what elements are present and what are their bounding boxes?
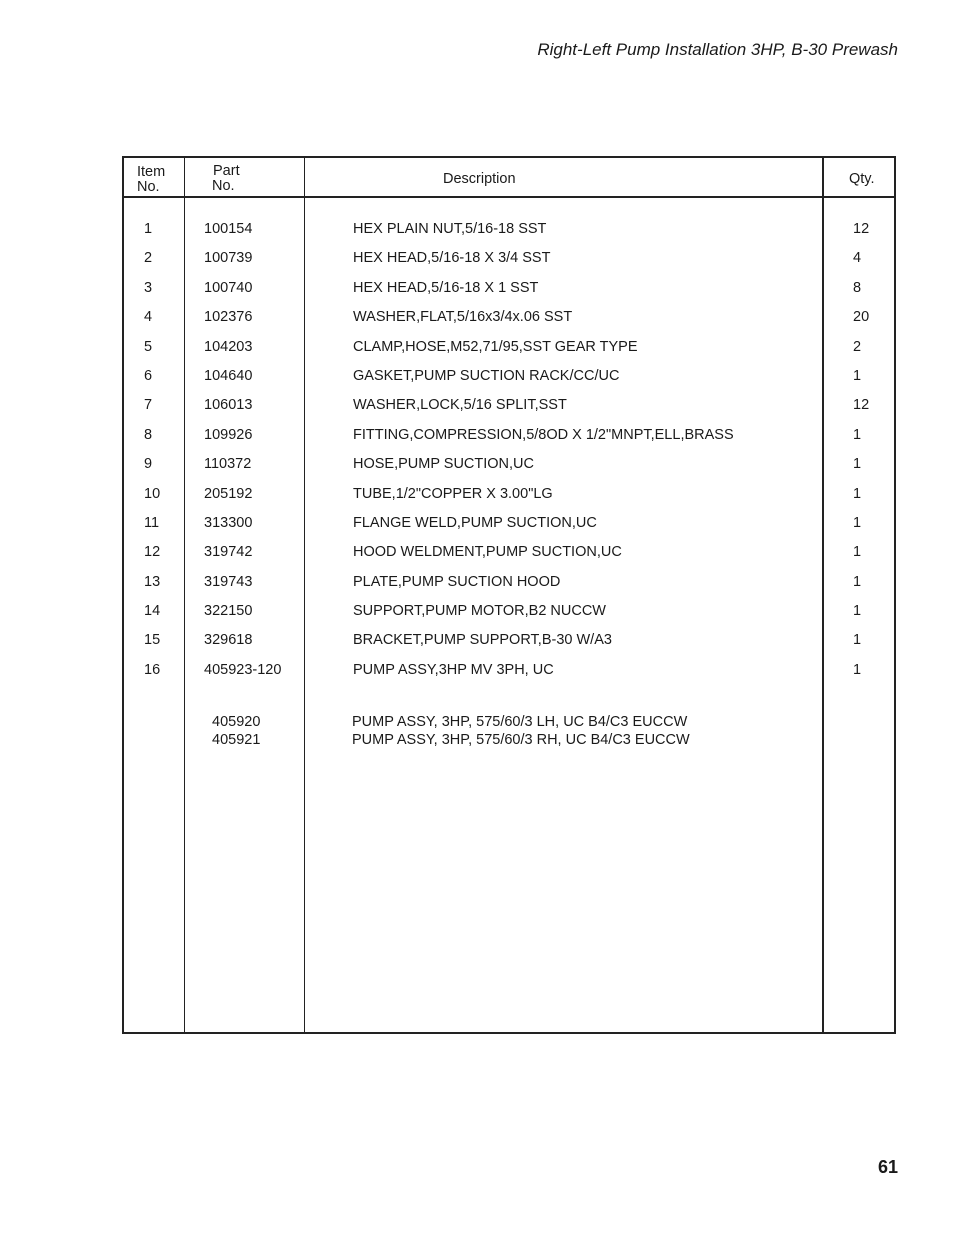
table-row — [124, 486, 894, 515]
description: PUMP ASSY,3HP MV 3PH, UC — [353, 661, 554, 678]
item-no: 13 — [144, 573, 161, 590]
alternate-part-row — [124, 714, 894, 732]
description: HOOD WELDMENT,PUMP SUCTION,UC — [353, 544, 622, 561]
description: WASHER,FLAT,5/16x3/4x.06 SST — [353, 309, 573, 326]
part-no: 205192 — [204, 485, 253, 502]
item-no: 15 — [144, 632, 161, 649]
qty: 1 — [853, 485, 862, 502]
table-row — [124, 603, 894, 632]
qty: 1 — [853, 456, 862, 473]
table-row — [124, 427, 894, 456]
part-no: 322150 — [204, 603, 253, 620]
item-no: 5 — [144, 338, 153, 355]
page-title: Right-Left Pump Installation 3HP, B-30 Prewash — [537, 40, 898, 59]
qty: 4 — [853, 250, 862, 267]
qty: 1 — [853, 632, 862, 649]
part-no: 100740 — [204, 279, 253, 296]
part-no: 319743 — [204, 573, 253, 590]
table-row — [124, 632, 894, 661]
qty: 1 — [853, 367, 862, 384]
qty: 12 — [853, 397, 870, 414]
description: SUPPORT,PUMP MOTOR,B2 NUCCW — [353, 603, 606, 620]
alternate-parts — [124, 714, 894, 750]
header-item-no-line2: No. — [137, 179, 160, 195]
item-no: 16 — [144, 661, 161, 678]
qty: 1 — [853, 544, 862, 561]
item-no: 7 — [144, 397, 153, 414]
table-row — [124, 544, 894, 573]
header-item-no-line1: Item — [137, 164, 166, 180]
description: GASKET,PUMP SUCTION RACK/CC/UC — [353, 367, 620, 384]
item-no: 10 — [144, 485, 161, 502]
table-row — [124, 221, 894, 250]
description: PLATE,PUMP SUCTION HOOD — [353, 573, 561, 590]
table-body — [124, 221, 894, 691]
alternate-description: PUMP ASSY, 3HP, 575/60/3 RH, UC B4/C3 EUCCW — [352, 732, 690, 748]
table-row — [124, 662, 894, 691]
part-no: 405923-120 — [204, 661, 282, 678]
part-no: 329618 — [204, 632, 253, 649]
alternate-part-row — [124, 732, 894, 750]
qty: 1 — [853, 426, 862, 443]
part-no: 313300 — [204, 514, 253, 531]
item-no: 12 — [144, 544, 161, 561]
description: FLANGE WELD,PUMP SUCTION,UC — [353, 514, 597, 531]
item-no: 2 — [144, 250, 153, 267]
item-no: 4 — [144, 309, 153, 326]
parts-table — [122, 156, 896, 1034]
alternate-part-no: 405920 — [212, 714, 261, 730]
part-no: 104640 — [204, 367, 253, 384]
part-no: 109926 — [204, 426, 253, 443]
description: TUBE,1/2"COPPER X 3.00"LG — [353, 485, 553, 502]
header-part-no — [213, 164, 240, 194]
qty: 1 — [853, 573, 862, 590]
description: HEX PLAIN NUT,5/16-18 SST — [353, 221, 547, 237]
part-no: 100739 — [204, 250, 253, 267]
qty: 1 — [853, 514, 862, 531]
item-no: 3 — [144, 279, 153, 296]
header-qty: Qty. — [849, 171, 875, 187]
table-row — [124, 309, 894, 338]
part-no: 106013 — [204, 397, 253, 414]
description: FITTING,COMPRESSION,5/8OD X 1/2"MNPT,ELL,BRASS — [353, 426, 734, 443]
item-no: 9 — [144, 456, 153, 473]
description: HEX HEAD,5/16-18 X 1 SST — [353, 279, 539, 296]
description: WASHER,LOCK,5/16 SPLIT,SST — [353, 397, 567, 414]
table-row — [124, 456, 894, 485]
part-no: 104203 — [204, 338, 253, 355]
table-row — [124, 574, 894, 603]
item-no: 11 — [144, 514, 160, 531]
qty: 8 — [853, 279, 862, 296]
table-row — [124, 368, 894, 397]
table-row — [124, 397, 894, 426]
header-part-no-line1: Part — [213, 163, 240, 179]
part-no: 319742 — [204, 544, 253, 561]
item-no: 6 — [144, 367, 153, 384]
page-number: 61 — [877, 1157, 898, 1177]
table-row — [124, 280, 894, 309]
qty: 12 — [853, 221, 870, 237]
description: HEX HEAD,5/16-18 X 3/4 SST — [353, 250, 551, 267]
table-row — [124, 339, 894, 368]
header-part-no-line2: No. — [212, 178, 235, 194]
item-no: 8 — [144, 426, 153, 443]
header-item-no — [137, 165, 165, 195]
alternate-part-no: 405921 — [212, 732, 261, 748]
part-no: 102376 — [204, 309, 253, 326]
description: CLAMP,HOSE,M52,71/95,SST GEAR TYPE — [353, 338, 638, 355]
part-no: 100154 — [204, 221, 253, 237]
alternate-description: PUMP ASSY, 3HP, 575/60/3 LH, UC B4/C3 EUCCW — [352, 714, 688, 730]
item-no: 1 — [144, 221, 153, 237]
qty: 1 — [853, 603, 862, 620]
table-row — [124, 250, 894, 279]
header-description: Description — [443, 171, 516, 187]
item-no: 14 — [144, 603, 161, 620]
description: HOSE,PUMP SUCTION,UC — [353, 456, 535, 473]
part-no: 110372 — [204, 456, 252, 473]
table-row — [124, 515, 894, 544]
description: BRACKET,PUMP SUPPORT,B-30 W/A3 — [353, 632, 612, 649]
qty: 20 — [853, 309, 870, 326]
header-divider — [124, 196, 894, 198]
qty: 2 — [853, 338, 862, 355]
qty: 1 — [853, 661, 862, 678]
